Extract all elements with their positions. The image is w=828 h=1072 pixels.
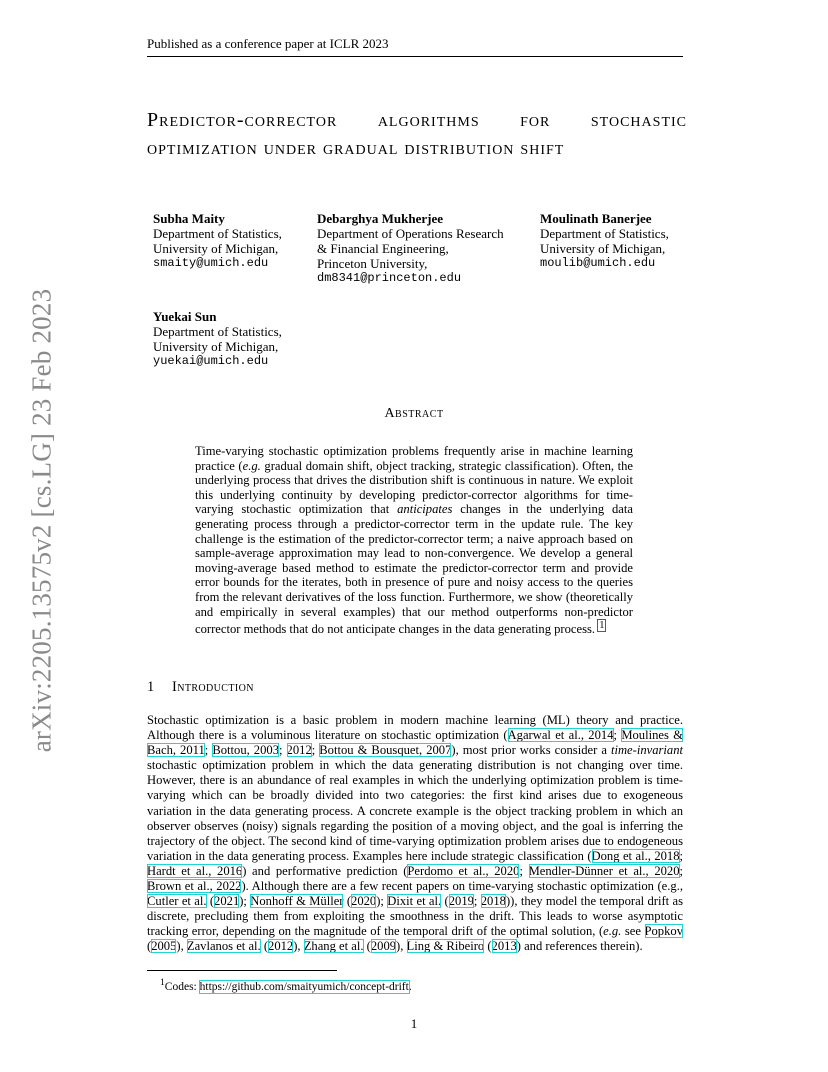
intro-emphasis: time-invariant [610,743,684,758]
intro-text: ; [279,743,287,758]
citation-link[interactable]: Mendler-Dünner et al., 2020 [528,863,680,878]
footnote-mark: 1 [160,977,165,988]
author-affiliation: Department of Statistics, [153,324,282,339]
citation-link[interactable]: Moulines & Bach, 2011 [147,728,683,758]
author-affiliation: Department of Statistics, [540,226,669,241]
citation-link[interactable]: Popkov [644,924,683,939]
intro-text: ; [519,863,529,878]
code-url-link[interactable]: https://github.com/smaityumich/concept-drift [199,980,409,993]
intro-text: ), [293,939,304,954]
citation-link[interactable]: Cutler et al. [147,894,207,909]
intro-text: ( [363,939,371,954]
author-block [540,211,669,271]
intro-paragraph [147,713,683,955]
citation-link[interactable]: Perdomo et al., 2020 [407,863,520,878]
author-affiliation: University of Michigan, [153,241,279,256]
abstract-text: Time-varying stochastic optimization problems frequently arise in machine learning practice ( [195,444,633,473]
intro-text: ; [204,743,213,758]
running-head: Published as a conference paper at ICLR 2023 [147,36,683,57]
citation-link[interactable]: Bottou & Bousquet, 2007 [319,743,452,758]
citation-link[interactable]: Nonhoff & Müller [250,894,344,909]
intro-text: ). Although there are a few recent papers on time-varying stochastic optimization (e.g., [241,879,683,894]
author-affiliation: & Financial Engineering, [317,241,449,256]
author-affiliation: Princeton University, [317,256,428,271]
author-name: Debarghya Mukherjee [317,211,444,226]
citation-link[interactable]: Hardt et al., 2016 [147,863,243,878]
author-name: Yuekai Sun [153,309,217,324]
abstract-text: gradual domain shift, object tracking, strategic classification). Often, the underlying process that drives the distribution shift is continuous in nature. We exploit this underlying continuity by developing predictor-corrector algorithms for time-varying stochastic optimization that [195,458,633,517]
abstract-heading: Abstract [384,406,444,421]
abstract-text: changes in the underlying data generating process through a predictor-corrector term in the update rule. The key challenge is the estimation of the predictor-corrector term; a naive approach based on sample-average approximation may lead to non-convergence. We develop a general moving-average based method to estimate the predictor-corrector term and provide error bounds for the iterates, both in presence of pure and noisy access to the queries from the relevant derivatives of the loss function. Furthermore, we show (theoretically and empirically in several examples) that our method outperforms non-predictor corrector methods that do not anticipate changes in the data generating process. [195,502,633,637]
citation-link[interactable]: Bottou, 2003 [212,743,279,758]
intro-text: )), they model the temporal drift as discrete, precluding them from exploiting the smoothness in the drift. This leads to worse asymptotic tracking error, depending on the magnitude of the temporal drift of the optimal solution, ( [147,894,684,939]
citation-link[interactable]: Dixit et al. [387,894,442,909]
intro-text: ( [484,939,492,954]
citation-link[interactable]: 2012 [268,939,294,954]
intro-text: stochastic optimization problem in which the data generating distribution is not changing over time. However, there is an abundance of real examples in which the underlying optimization problem is time-varying which can be broadly divided into two categories: the first kind arises due to exogeneous variation in the data generating process. A concrete example is the object tracking problem in which an observer observes (noisy) signals regarding the position of a moving object, and the goal is inferring the trajectory of the object. The second kind of time-varying optimization problem arises due to endogeneous variation in the data generating process. Examples here include strategic classification ( [147,758,683,863]
citation-link[interactable]: 2019 [448,894,474,909]
author-email[interactable]: moulib@umich.edu [540,256,656,270]
section-heading [147,679,683,696]
author-block [317,211,504,286]
intro-text: ( [441,894,449,909]
page-number: 1 [410,1016,418,1031]
citation-link[interactable]: 2009 [370,939,397,954]
intro-text: ; [613,728,622,743]
intro-text: ) and performative prediction ( [242,863,408,878]
author-affiliation: Department of Statistics, [153,226,282,241]
footnote-ref-link[interactable]: 1 [599,620,605,632]
citation-link[interactable]: 2018 [480,894,506,909]
intro-text: ; [473,894,481,909]
intro-text: ); [376,894,388,909]
footnote-end: . [408,980,412,993]
abstract-italic: e.g. [242,458,261,473]
author-name: Subha Maity [153,211,225,226]
citation-link[interactable]: Dong et al., 2018 [591,848,680,863]
author-block [153,309,282,369]
intro-text: ) and references therein). [516,939,643,954]
intro-text: ( [343,894,352,909]
author-affiliation: University of Michigan, [153,339,279,354]
citation-link[interactable]: Ling & Ribeiro [406,939,485,954]
author-affiliation: University of Michigan, [540,241,666,256]
arxiv-stamp [22,280,62,760]
abstract-emphasis: anticipates [397,502,453,517]
author-email[interactable]: dm8341@princeton.edu [317,271,462,285]
section-title: Introduction [172,679,254,695]
footnote-text: Codes: [164,980,200,993]
citation-link[interactable]: Zavlanos et al. [186,939,261,954]
intro-text: ( [260,939,269,954]
paper-title: Predictor-corrector algorithms for stochastic optimization under gradual distribution shift [147,109,687,159]
intro-text: ( [147,939,152,954]
abstract-body [195,444,633,637]
footnote-divider [147,970,337,971]
citation-link[interactable]: 2005 [151,939,177,954]
author-affiliation: Department of Operations Research [317,226,504,241]
intro-text: see [621,924,645,939]
intro-text: ( [206,894,215,909]
intro-emphasis: e.g. [603,924,622,939]
citation-link[interactable]: Brown et al., 2022 [147,879,242,894]
author-block [153,211,282,271]
section-number: 1 [147,679,155,695]
intro-text: ; [679,848,684,863]
citation-link[interactable]: Agarwal et al., 2014 [507,728,614,743]
intro-text: ; [311,743,320,758]
citation-link[interactable]: 2012 [286,743,312,758]
author-email[interactable]: yuekai@umich.edu [153,354,269,368]
author-name: Moulinath Banerjee [540,211,652,226]
intro-text: Stochastic optimization is a basic problem in modern machine learning (ML) theory and practice. Although there is a voluminous literature on stochastic optimization ( [147,713,683,743]
citation-link[interactable]: 2021 [214,894,240,909]
intro-text: ), [176,939,187,954]
citation-link[interactable]: 2020 [351,894,377,909]
author-email[interactable]: smaity@umich.edu [153,256,269,270]
intro-text: ), most prior works consider a [451,743,611,758]
intro-text: ); [239,894,251,909]
citation-link[interactable]: Zhang et al. [303,939,364,954]
intro-text: ; [679,863,684,878]
footnote [160,976,680,994]
intro-text: ), [396,939,407,954]
citation-link[interactable]: 2013 [491,939,517,954]
arxiv-identifier[interactable]: arXiv:2205.13575v2 [cs.LG] 23 Feb 2023 [26,288,57,752]
